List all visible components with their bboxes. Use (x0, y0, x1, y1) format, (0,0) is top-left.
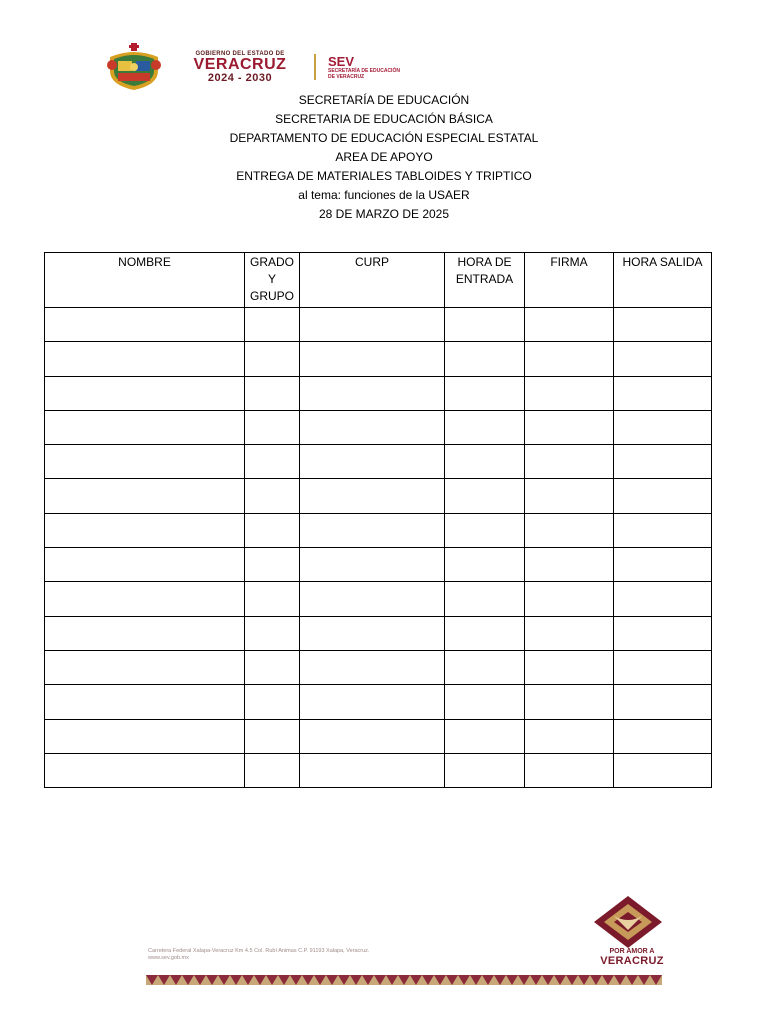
cell-firma[interactable] (525, 410, 614, 444)
table-row (45, 376, 712, 410)
slogan-name: VERACRUZ (600, 955, 664, 967)
cell-curp[interactable] (300, 513, 445, 547)
cell-firma[interactable] (525, 548, 614, 582)
header-text: CURP (354, 255, 389, 269)
cell-nombre[interactable] (45, 616, 245, 650)
title-line: ENTREGA DE MATERIALES TABLOIDES Y TRIPTICO (236, 169, 532, 183)
cell-firma[interactable] (525, 685, 614, 719)
column-header-grado-grupo (245, 253, 300, 308)
attendance-table (44, 252, 712, 788)
cell-hora-entrada[interactable] (445, 753, 525, 787)
footer-address: Carretera Federal Xalapa-Veracruz Km 4.5 Col. Rubí Animas C.P. 91193 Xalapa, Veracruz. (148, 948, 370, 954)
cell-nombre[interactable] (45, 548, 245, 582)
cell-hora-salida[interactable] (614, 753, 712, 787)
cell-firma[interactable] (525, 582, 614, 616)
header-text: HORA DE (457, 255, 512, 269)
cell-hora-entrada[interactable] (445, 308, 525, 342)
header-text: Y (267, 272, 276, 286)
cell-grado-grupo[interactable] (245, 650, 300, 684)
cell-curp[interactable] (300, 548, 445, 582)
document-date: 28 DE MARZO DE 2025 (318, 207, 450, 221)
cell-nombre[interactable] (45, 376, 245, 410)
cell-nombre[interactable] (45, 582, 245, 616)
cell-firma[interactable] (525, 650, 614, 684)
cell-hora-entrada[interactable] (445, 685, 525, 719)
cell-hora-salida[interactable] (614, 342, 712, 376)
cell-grado-grupo[interactable] (245, 548, 300, 582)
cell-hora-entrada[interactable] (445, 650, 525, 684)
cell-curp[interactable] (300, 719, 445, 753)
table-body (45, 308, 712, 788)
cell-curp[interactable] (300, 376, 445, 410)
cell-hora-salida[interactable] (614, 685, 712, 719)
cell-hora-salida[interactable] (614, 308, 712, 342)
footer-decorative-band (146, 972, 662, 990)
cell-nombre[interactable] (45, 685, 245, 719)
logo-divider (314, 54, 316, 80)
column-header-curp (300, 253, 445, 308)
cell-hora-entrada[interactable] (445, 719, 525, 753)
table-header-row (45, 253, 712, 308)
cell-hora-salida[interactable] (614, 548, 712, 582)
title-line: al tema: funciones de la USAER (298, 188, 470, 202)
cell-curp[interactable] (300, 650, 445, 684)
cell-firma[interactable] (525, 342, 614, 376)
cell-curp[interactable] (300, 308, 445, 342)
cell-hora-salida[interactable] (614, 719, 712, 753)
header-logos (104, 42, 400, 92)
cell-nombre[interactable] (45, 445, 245, 479)
cell-curp[interactable] (300, 342, 445, 376)
cell-grado-grupo[interactable] (245, 410, 300, 444)
cell-nombre[interactable] (45, 513, 245, 547)
cell-grado-grupo[interactable] (245, 582, 300, 616)
cell-hora-salida[interactable] (614, 445, 712, 479)
cell-hora-salida[interactable] (614, 616, 712, 650)
cell-nombre[interactable] (45, 753, 245, 787)
cell-hora-entrada[interactable] (445, 410, 525, 444)
cell-curp[interactable] (300, 753, 445, 787)
table-row (45, 582, 712, 616)
title-line: SECRETARIA DE EDUCACIÓN BÁSICA (275, 112, 493, 126)
cell-hora-salida[interactable] (614, 376, 712, 410)
sev-title-text: SEV (328, 53, 355, 69)
cell-curp[interactable] (300, 479, 445, 513)
page-footer (60, 890, 680, 990)
cell-grado-grupo[interactable] (245, 753, 300, 787)
slogan-top: POR AMOR A (609, 948, 655, 955)
cell-curp[interactable] (300, 616, 445, 650)
column-header-nombre (45, 253, 245, 308)
cell-firma[interactable] (525, 308, 614, 342)
header-text: FIRMA (550, 255, 588, 269)
cell-firma[interactable] (525, 479, 614, 513)
cell-hora-entrada[interactable] (445, 376, 525, 410)
header-text: HORA SALIDA (622, 255, 703, 269)
cell-grado-grupo[interactable] (245, 479, 300, 513)
table-row (45, 445, 712, 479)
cell-curp[interactable] (300, 445, 445, 479)
cell-grado-grupo[interactable] (245, 376, 300, 410)
table-row (45, 342, 712, 376)
table-row (45, 719, 712, 753)
document-titles (0, 91, 768, 224)
cell-curp[interactable] (300, 685, 445, 719)
table-row (45, 308, 712, 342)
title-line: DEPARTAMENTO DE EDUCACIÓN ESPECIAL ESTATAL (229, 131, 539, 145)
header-text: GRUPO (249, 289, 294, 303)
column-header-hora-salida (614, 253, 712, 308)
cell-hora-entrada[interactable] (445, 548, 525, 582)
cell-hora-entrada[interactable] (445, 342, 525, 376)
footer-website: www.sev.gob.mx (148, 955, 189, 961)
table-row (45, 513, 712, 547)
cell-grado-grupo[interactable] (245, 513, 300, 547)
table-row (45, 548, 712, 582)
cell-hora-entrada[interactable] (445, 582, 525, 616)
cell-hora-salida[interactable] (614, 650, 712, 684)
gov-top-text: GOBIERNO DEL ESTADO DE (195, 50, 285, 57)
cell-firma[interactable] (525, 445, 614, 479)
cell-firma[interactable] (525, 513, 614, 547)
table-row (45, 479, 712, 513)
cell-nombre[interactable] (45, 410, 245, 444)
table-row (45, 650, 712, 684)
table-row (45, 616, 712, 650)
cell-firma[interactable] (525, 616, 614, 650)
cell-grado-grupo[interactable] (245, 616, 300, 650)
cell-curp[interactable] (300, 410, 445, 444)
cell-firma[interactable] (525, 376, 614, 410)
footer-address-block (148, 948, 369, 962)
title-line: AREA DE APOYO (335, 150, 433, 164)
footer-slogan (592, 948, 672, 967)
cell-hora-entrada[interactable] (445, 513, 525, 547)
cell-hora-salida[interactable] (614, 513, 712, 547)
veracruz-coat-of-arms-icon (104, 43, 164, 91)
gobierno-veracruz-logo (180, 51, 300, 84)
cell-grado-grupo[interactable] (245, 445, 300, 479)
table-row (45, 753, 712, 787)
header-text: GRADO (249, 255, 294, 269)
cell-curp[interactable] (300, 582, 445, 616)
cell-hora-salida[interactable] (614, 410, 712, 444)
table-row (45, 685, 712, 719)
cell-nombre[interactable] (45, 479, 245, 513)
sev-sub-text-2: DE VERACRUZ (328, 73, 365, 80)
table-row (45, 410, 712, 444)
cell-hora-entrada[interactable] (445, 479, 525, 513)
title-line: SECRETARÍA DE EDUCACIÓN (298, 93, 470, 107)
cell-grado-grupo[interactable] (245, 342, 300, 376)
cell-grado-grupo[interactable] (245, 719, 300, 753)
cell-firma[interactable] (525, 753, 614, 787)
cell-grado-grupo[interactable] (245, 308, 300, 342)
gov-years-text: 2024 - 2030 (207, 71, 273, 84)
column-header-firma (525, 253, 614, 308)
cell-nombre[interactable] (45, 719, 245, 753)
sev-sub-text-1: SECRETARÍA DE EDUCACIÓN (328, 67, 400, 74)
column-header-hora-entrada (445, 253, 525, 308)
cell-nombre[interactable] (45, 342, 245, 376)
sev-logo (328, 55, 400, 80)
header-text: NOMBRE (118, 255, 171, 269)
cell-nombre[interactable] (45, 650, 245, 684)
cell-hora-entrada[interactable] (445, 445, 525, 479)
cell-firma[interactable] (525, 719, 614, 753)
header-text: ENTRADA (455, 272, 514, 286)
gov-name-text: VERACRUZ (193, 55, 287, 73)
cell-grado-grupo[interactable] (245, 685, 300, 719)
cell-hora-salida[interactable] (614, 582, 712, 616)
cell-hora-salida[interactable] (614, 479, 712, 513)
cell-hora-entrada[interactable] (445, 616, 525, 650)
cell-nombre[interactable] (45, 308, 245, 342)
